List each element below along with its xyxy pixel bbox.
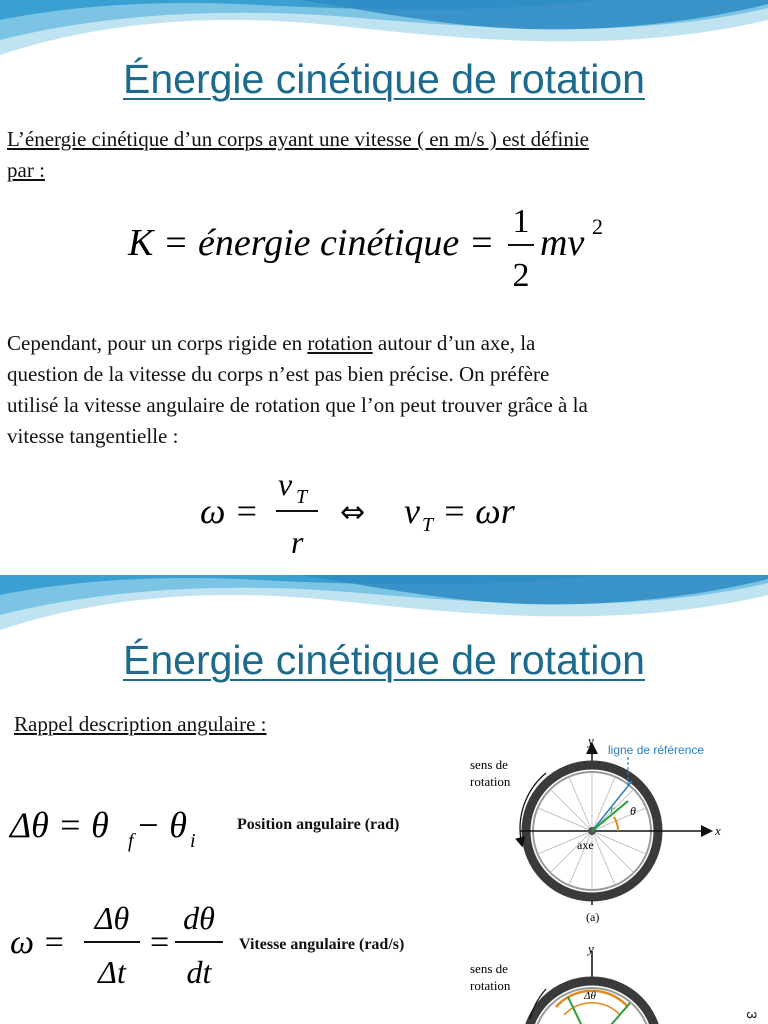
frac2-denominator: dt bbox=[186, 954, 212, 990]
paragraph-line-1-before: Cependant, pour un corps rigide en bbox=[7, 331, 308, 355]
angular-position-label: Position angulaire (rad) bbox=[237, 816, 400, 833]
rotation-sense-line-1: sens de bbox=[470, 757, 508, 772]
paragraph-line-4: vitesse tangentielle : bbox=[7, 424, 179, 448]
omega-numerator-sub: T bbox=[296, 486, 308, 508]
paragraph-line-1-after: autour d’un axe, la bbox=[372, 331, 536, 355]
omega-def-equals: ω = bbox=[10, 924, 66, 961]
rotation-sense-b-line-2: rotation bbox=[470, 978, 511, 993]
slide2-title: Énergie cinétique de rotation bbox=[123, 637, 645, 683]
equivalence-symbol: ⇔ bbox=[340, 495, 366, 530]
wheel-diagram-a bbox=[460, 735, 750, 930]
wheel-diagram-b bbox=[460, 937, 750, 1024]
rotation-sense-line-2: rotation bbox=[470, 774, 511, 789]
kinetic-equation-lhs: K = énergie cinétique = bbox=[128, 222, 495, 264]
reference-line-label: ligne de référence bbox=[608, 743, 705, 757]
x-axis-label: x bbox=[715, 823, 721, 838]
intro-line-1: L’énergie cinétique d’un corps ayant une vitesse ( en m/s ) est définie bbox=[7, 127, 589, 151]
slide-2 bbox=[0, 575, 768, 1024]
delta-theta-label-b: Δθ bbox=[584, 990, 596, 1002]
frac2-numerator: dθ bbox=[183, 900, 215, 936]
delta-theta-equals: Δθ = θ bbox=[10, 805, 109, 845]
y-axis-label: y bbox=[588, 735, 594, 748]
angular-velocity-label: Vitesse angulaire (rad/s) bbox=[239, 936, 405, 953]
theta-sub-i: i bbox=[190, 830, 196, 852]
figure-caption-a: (a) bbox=[586, 910, 600, 924]
y-axis-label-b: y bbox=[588, 941, 594, 956]
angular-velocity-equation bbox=[200, 465, 540, 565]
kinetic-fraction-denominator: 2 bbox=[512, 257, 530, 294]
frac1-denominator: Δt bbox=[98, 954, 126, 990]
kinetic-energy-equation bbox=[128, 200, 618, 300]
tangential-v: v bbox=[404, 491, 420, 531]
frac1-numerator: Δθ bbox=[94, 900, 130, 936]
page-number: 3 bbox=[743, 1011, 760, 1019]
slide2-subtitle: Rappel description angulaire : bbox=[14, 712, 267, 736]
omega-equals: ω = bbox=[200, 491, 259, 531]
kinetic-exponent: 2 bbox=[592, 214, 603, 239]
minus-theta: − θ bbox=[136, 805, 187, 845]
paragraph-line-2: question de la vitesse du corps n’est pas bien précise. On préfère bbox=[7, 362, 550, 386]
theta-label: θ bbox=[630, 804, 636, 818]
rotation-sense-b-line-1: sens de bbox=[470, 961, 508, 976]
omega-denominator: r bbox=[291, 524, 304, 560]
axis-label: axe bbox=[577, 838, 594, 852]
radius-label: r bbox=[610, 802, 615, 816]
tangential-sub: T bbox=[422, 514, 434, 536]
angular-position-equation bbox=[10, 797, 210, 857]
intro-line-2: par : bbox=[7, 158, 45, 182]
kinetic-equation-rhs: mv bbox=[540, 222, 585, 264]
rotation-link-text: rotation bbox=[307, 331, 373, 355]
paragraph-line-1 bbox=[7, 328, 535, 359]
tangential-rhs: = ωr bbox=[442, 491, 515, 531]
kinetic-fraction-numerator: 1 bbox=[512, 203, 530, 240]
slide1-title: Énergie cinétique de rotation bbox=[123, 56, 645, 102]
paragraph-line-3: utilisé la vitesse angulaire de rotation que l’on peut trouver grâce à la bbox=[7, 393, 588, 417]
omega-numerator-v: v bbox=[278, 466, 293, 502]
second-equals: = bbox=[150, 924, 170, 961]
angular-velocity-definition bbox=[10, 895, 230, 995]
theta-sub-f: f bbox=[128, 830, 134, 852]
